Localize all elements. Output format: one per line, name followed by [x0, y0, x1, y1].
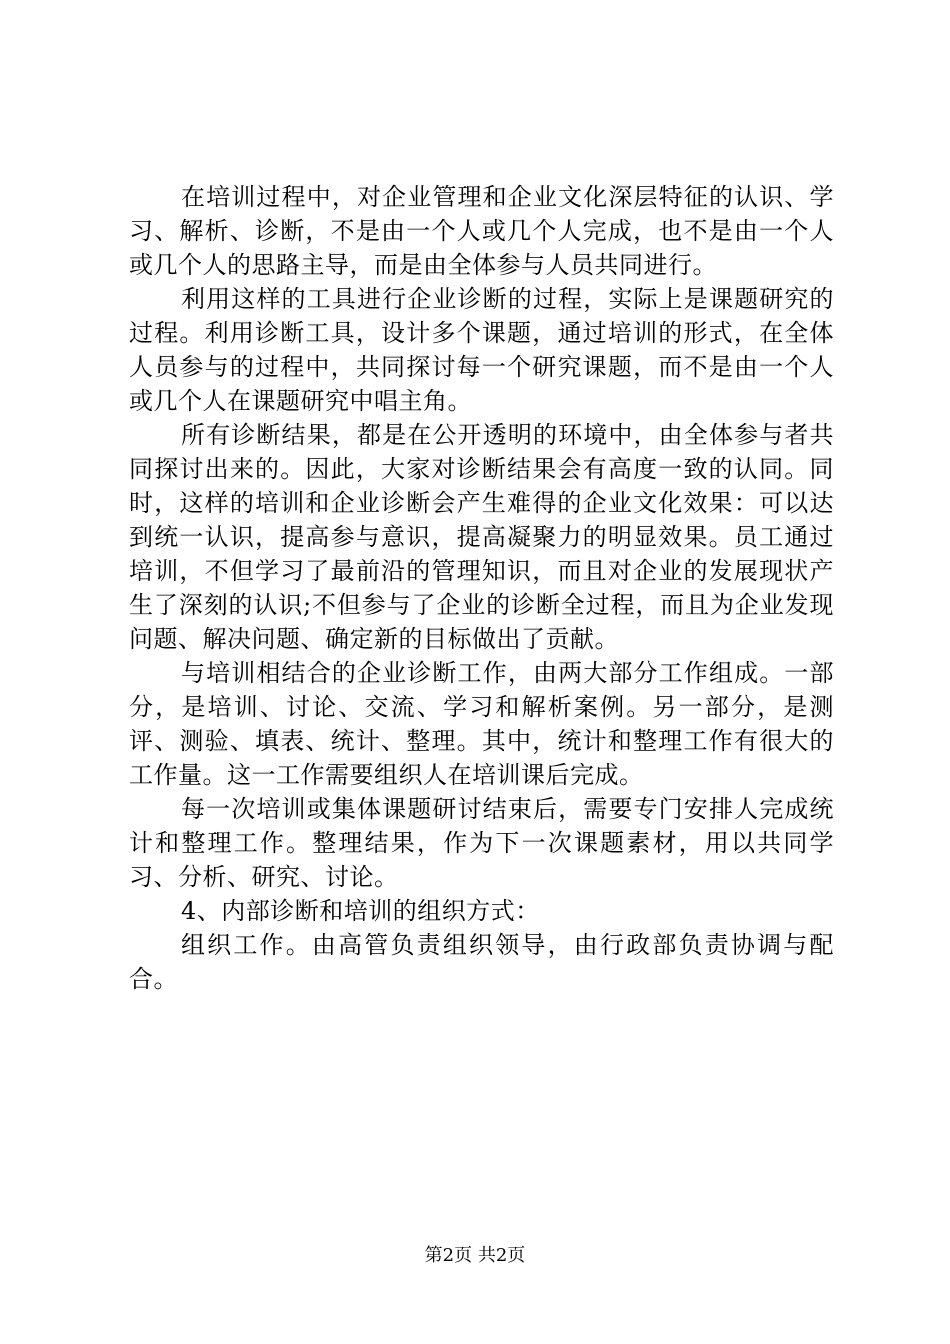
paragraph: 在培训过程中，对企业管理和企业文化深层特征的认识、学习、解析、诊断，不是由一个人或几个人完成，也不是由一个人或几个人的思路主导，而是由全体参与人员共同进行。	[129, 183, 834, 279]
paragraph: 组织工作。由高管负责组织领导，由行政部负责协调与配合。	[129, 931, 834, 993]
document-body	[129, 180, 834, 996]
paragraph: 每一次培训或集体课题研讨结束后，需要专门安排人完成统计和整理工作。整理结果，作为下一次课题素材，用以共同学习、分析、研究、讨论。	[129, 795, 834, 891]
paragraph: 所有诊断结果，都是在公开透明的环境中，由全体参与者共同探讨出来的。因此，大家对诊断结果会有高度一致的认同。同时，这样的培训和企业诊断会产生难得的企业文化效果：可以达到统一认识，提高参与意识，提高凝聚力的明显效果。员工通过培训，不但学习了最前沿的管理知识，而且对企业的发展现状产生了深刻的认识;不但参与了企业的诊断全过程，而且为企业发现问题、解决问题、确定新的目标做出了贡献。	[129, 421, 834, 653]
page-footer	[0, 1244, 950, 1268]
paragraph: 利用这样的工具进行企业诊断的过程，实际上是课题研究的过程。利用诊断工具，设计多个课题，通过培训的形式，在全体人员参与的过程中，共同探讨每一个研究课题，而不是由一个人或几个人在课题研究中唱主角。	[129, 285, 834, 415]
page-number: 第2页 共2页	[424, 1245, 526, 1266]
paragraph: 与培训相结合的企业诊断工作，由两大部分工作组成。一部分，是培训、讨论、交流、学习和解析案例。另一部分，是测评、测验、填表、统计、整理。其中，统计和整理工作有很大的工作量。这一工作需要组织人在培训课后完成。	[129, 659, 834, 789]
section-heading: 4、内部诊断和培训的组织方式：	[181, 897, 540, 925]
